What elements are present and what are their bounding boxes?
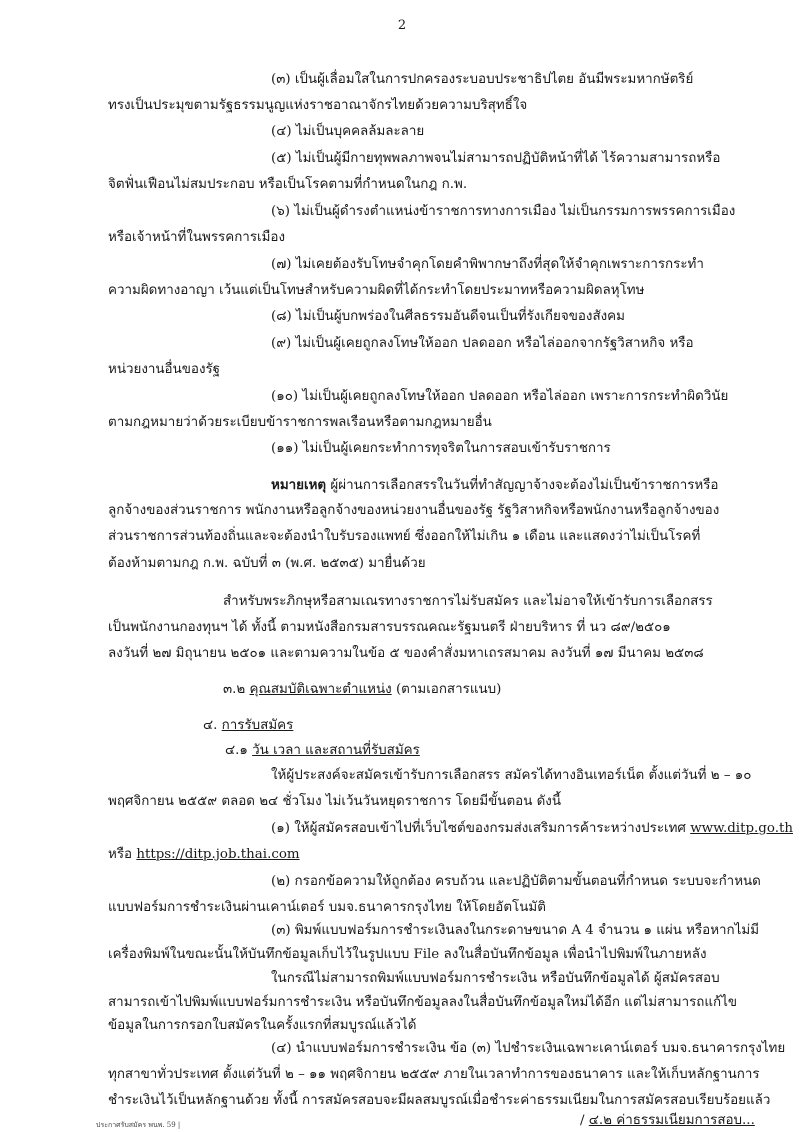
apply-intro-1: ให้ผู้ประสงค์จะสมัครเข้ารับการเลือกสรร สมัครได้ทางอินเทอร์เน็ต ตั้งแต่วันที่ ๒ – ๑๐ (271, 768, 752, 783)
section-3-2 (223, 681, 743, 699)
step-3-cont-2: ในกรณีไม่สามารถพิมพ์แบบฟอร์มการชำระเงิน หรือบันทึกข้อมูลได้ ผู้สมัครสอบ (271, 971, 720, 986)
note-paragraph (271, 476, 743, 495)
section-3-2-number: ๓.๒ (223, 682, 250, 697)
monk-line-3: ลงวันที่ ๒๗ มิถุนายน ๒๕๐๑ และตามความในข้อ ๕ ของคำสั่งมหาเถรสมาคม ลงวันที่ ๑๗ มีนาคม ๒๕๓๘ (108, 646, 704, 661)
monk-line-1: สำหรับพระภิกษุหรือสามเณรทางราชการไม่รับสมัคร และไม่อาจให้เข้ารับการเลือกสรร (223, 594, 713, 609)
qualification-4: (๔) ไม่เป็นบุคคลล้มละลาย (271, 124, 425, 139)
continuation-slash: / (580, 1113, 589, 1128)
qualification-8: (๘) ไม่เป็นผู้บกพร่องในศีลธรรมอันดีจนเป็นที่รังเกียจของสังคม (271, 309, 625, 324)
qualification-6: (๖) ไม่เป็นผู้ดำรงตำแหน่งข้าราชการทางการเมือง ไม่เป็นกรรมการพรรคการเมือง (271, 204, 736, 219)
qualification-9-cont: หน่วยงานอื่นของรัฐ (108, 362, 221, 377)
step-1-cont (108, 846, 743, 864)
qualification-6-cont: หรือเจ้าหน้าที่ในพรรคการเมือง (108, 230, 285, 245)
step-1-text: (๑) ให้ผู้สมัครสอบเข้าไปที่เว็บไซต์ของกรมส่งเสริมการค้าระหว่างประเทศ (271, 821, 691, 836)
section-4-1 (225, 742, 743, 760)
qualification-7: (๗) ไม่เคยต้องรับโทษจำคุกโดยคำพิพากษาถึงที่สุดให้จำคุกเพราะการกระทำ (271, 257, 704, 272)
step-3: (๓) พิมพ์แบบฟอร์มการชำระเงินลงในกระดาษขนาด A 4 จำนวน ๑ แผ่น หรือหากไม่มี (271, 923, 760, 938)
step-3-cont-1: เครื่องพิมพ์ในขณะนั้นให้บันทึกข้อมูลเก็บไว้ในรูปแบบ File ลงในสื่อบันทึกข้อมูล เพื่อนำไปพิมพ์ในภายหลัง (108, 947, 707, 962)
qualification-9: (๙) ไม่เป็นผู้เคยถูกลงโทษให้ออก ปลดออก หรือไล่ออกจากรัฐวิสาหกิจ หรือ (271, 336, 694, 351)
continuation-marker (580, 1112, 755, 1130)
apply-intro-2: พฤศจิกายน ๒๕๕๙ ตลอด ๒๔ ชั่วโมง ไม่เว้นวันหยุดราชการ โดยมีขั้นตอน ดังนี้ (108, 794, 561, 809)
step-4-cont-2: ชำระเงินไว้เป็นหลักฐานด้วย ทั้งนี้ การสมัครสอบจะมีผลสมบูรณ์เมื่อชำระค่าธรรมเนียมในการสมัครสอบเรียบร้อยแล้ว (108, 1093, 771, 1108)
ditp-job-link[interactable]: https://ditp.job.thai.com (136, 847, 300, 862)
continuation-next-section: ๔.๒ ค่าธรรมเนียมการสอบ... (588, 1113, 755, 1128)
qualification-3-cont: ทรงเป็นประมุขตามรัฐธรรมนูญแห่งราชอาณาจักรไทยด้วยความบริสุทธิ์ใจ (108, 98, 528, 113)
qualification-3: (๓) เป็นผู้เลื่อมใสในการปกครองระบอบประชาธิปไตย อันมีพระมหากษัตริย์ (271, 72, 694, 87)
footer-file-label: ประกาศรับสมัคร พนพ. 59 | (96, 1121, 181, 1129)
section-4 (203, 717, 743, 735)
qualification-10: (๑๐) ไม่เป็นผู้เคยถูกลงโทษให้ออก ปลดออก หรือไล่ออก เพราะการกระทำผิดวินัย (271, 389, 729, 404)
page-number: 2 (397, 18, 407, 33)
monk-line-2: เป็นพนักงานกองทุนฯ ได้ ทั้งนี้ ตามหนังสือกรมสารบรรณคณะรัฐมนตรี ฝ่ายบริหาร ที่ นว ๘๙/๒๕๐๑ (108, 620, 671, 635)
step-4: (๔) นำแบบฟอร์มการชำระเงิน ข้อ (๓) ไปชำระเงินเฉพาะเคาน์เตอร์ บมจ.ธนาคารกรุงไทย (271, 1041, 786, 1056)
note-label: หมายเหตุ (271, 477, 327, 493)
qualification-5: (๕) ไม่เป็นผู้มีกายทุพพลภาพจนไม่สามารถปฏิบัติหน้าที่ได้ ไร้ความสามารถหรือ (271, 151, 721, 166)
section-4-1-number: ๔.๑ (225, 743, 253, 758)
note-line-3: ส่วนราชการส่วนท้องถิ่นและจะต้องนำใบรับรองแพทย์ ซึ่งออกให้ไม่เกิน ๑ เดือน และแสดงว่าไม่เป็นโรคที่ (108, 529, 701, 544)
section-4-number: ๔. (203, 718, 222, 733)
section-3-2-title: คุณสมบัติเฉพาะตำแหน่ง (249, 682, 392, 697)
section-4-1-title: วัน เวลา และสถานที่รับสมัคร (252, 743, 420, 758)
step-1-or: หรือ (108, 847, 137, 862)
qualification-10-cont: ตามกฎหมายว่าด้วยระเบียบข้าราชการพลเรือนหรือตามกฎหมายอื่น (108, 415, 492, 430)
step-3-cont-3: สามารถเข้าไปพิมพ์แบบฟอร์มการชำระเงิน หรือบันทึกข้อมูลลงในสื่อบันทึกข้อมูลใหม่ได้อีก แต่ไม่สามารถแก้ไข (108, 995, 738, 1010)
note-line-4: ต้องห้ามตามกฎ ก.พ. ฉบับที่ ๓ (พ.ศ. ๒๕๓๕) มายื่นด้วย (108, 556, 426, 571)
ditp-website-link[interactable]: www.ditp.go.th (690, 821, 793, 836)
section-4-title: การรับสมัคร (221, 718, 294, 733)
step-1 (271, 820, 793, 838)
step-2: (๒) กรอกข้อความให้ถูกต้อง ครบถ้วน และปฏิบัติตามขั้นตอนที่กำหนด ระบบจะกำหนด (271, 874, 761, 889)
step-4-cont-1: ทุกสาขาทั่วประเทศ ตั้งแต่วันที่ ๒ – ๑๑ พฤศจิกายน ๒๕๕๙ ภายในเวลาทำการของธนาคาร และให้เก็บหลักฐานการ (108, 1067, 760, 1082)
qualification-5-cont: จิตฟั่นเฟือนไม่สมประกอบ หรือเป็นโรคตามที่กำหนดในกฎ ก.พ. (108, 177, 468, 192)
step-2-cont: แบบฟอร์มการชำระเงินผ่านเคาน์เตอร์ บมจ.ธนาคารกรุงไทย ให้โดยอัตโนมัติ (108, 900, 546, 915)
section-3-2-suffix: (ตามเอกสารแนบ) (391, 682, 502, 697)
note-text: ผู้ผ่านการเลือกสรรในวันที่ทำสัญญาจ้างจะต้องไม่เป็นข้าราชการหรือ (326, 478, 719, 493)
note-line-2: ลูกจ้างของส่วนราชการ พนักงานหรือลูกจ้างของหน่วยงานอื่นของรัฐ รัฐวิสาหกิจหรือพนักงานหรือลูกจ้างของ (108, 503, 720, 518)
step-3-cont-4: ข้อมูลในการกรอกใบสมัครในครั้งแรกที่สมบูรณ์แล้วได้ (108, 1018, 417, 1033)
qualification-7-cont: ความผิดทางอาญา เว้นแต่เป็นโทษสำหรับความผิดที่ได้กระทำโดยประมาทหรือความผิดลหุโทษ (108, 283, 645, 298)
qualification-11: (๑๑) ไม่เป็นผู้เคยกระทำการทุจริตในการสอบเข้ารับราชการ (271, 441, 611, 456)
